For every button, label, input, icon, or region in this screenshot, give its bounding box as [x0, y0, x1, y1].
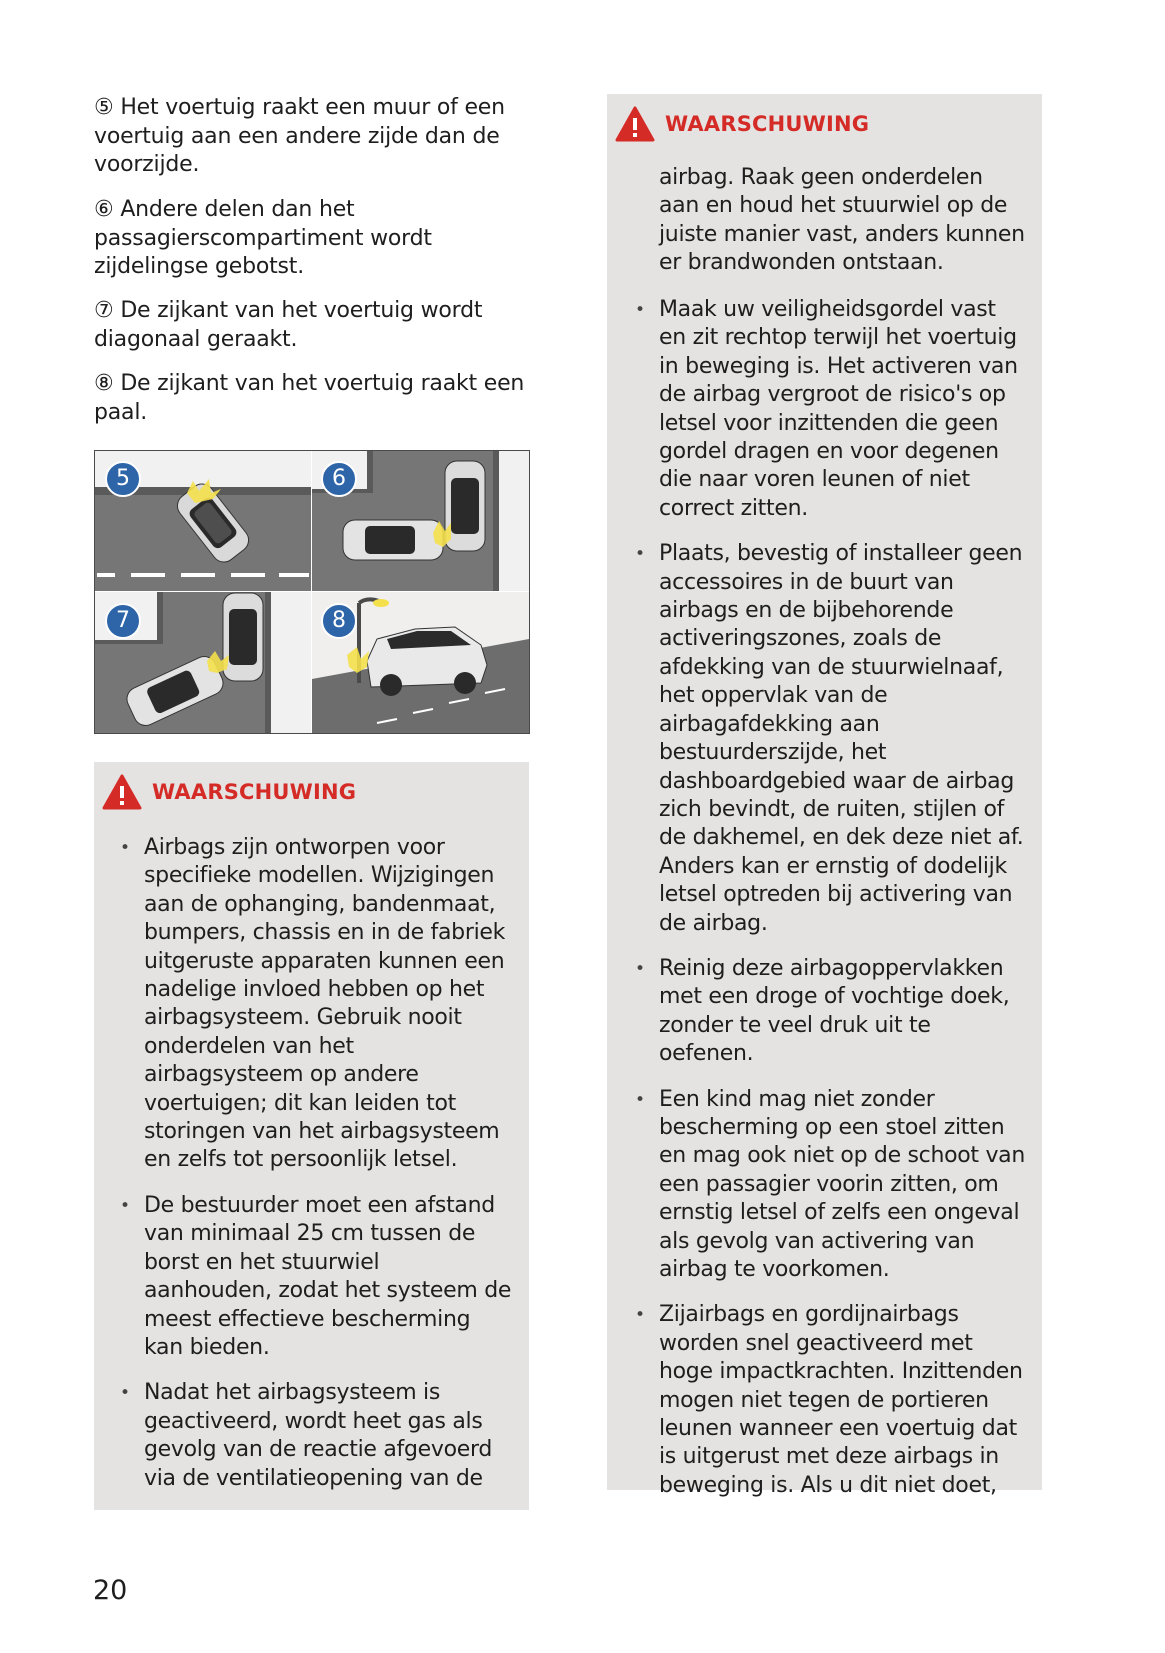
badge-8: 8 — [321, 603, 357, 639]
warning-list-left — [118, 834, 513, 1510]
warning-continuation-text: airbag. Raak geen onderdelen aan en houd het stuurwiel op de juiste manier vast, anders kunnen er brandwonden ontstaan. — [659, 165, 1025, 276]
warning-item: • Maak uw veiligheidsgordel vast en zit rechtop terwijl het voertuig in beweging is. Het activeren van de airbag vergroot de risico's op letsel voor inzittenden die geen gordel dragen en voor degenen die naar voren leunen of niet correct zitten. — [633, 296, 1029, 523]
paragraph-item-7: ⑦ De zijkant van het voertuig wordt diagonaal geraakt. — [94, 298, 483, 352]
paragraph-item-8: ⑧ De zijkant van het voertuig raakt een paal. — [94, 371, 525, 425]
paragraph-item-6: ⑥ Andere delen dan het passagierscompartiment wordt zijdelingse gebotst. — [94, 197, 432, 279]
page-number: 20 — [93, 1575, 128, 1606]
warning-item: • Reinig deze airbagoppervlakken met een droge of vochtige doek, zonder te veel druk uit te oefenen. — [633, 955, 1029, 1069]
warning-item: • Plaats, bevestig of installeer geen accessoires in de buurt van airbags en de bijbehorende activeringszones, zoals de afdekking van de stuurwielnaaf, het oppervlak van de airbagafdekking aan bestuurderszijde, het dashboardgebied waar de airbag zich bevindt, de ruiten, stijlen of de dakhemel, en dek deze niet af. Anders kan er ernstig of dodelijk letsel optreden bij activering van de airbag. — [633, 540, 1029, 938]
warning-item: • Airbags zijn ontworpen voor specifieke modellen. Wijzigingen aan de ophanging, bandenmaat, bumpers, chassis en in de fabriek uitgeruste apparaten kunnen een nadelige invloed hebben op het airbagsysteem. Gebruik nooit onderdelen van het airbagsysteem op andere voertuigen; dit kan leiden tot storingen van het airbagsysteem en zelfs tot persoonlijk letsel. — [118, 834, 513, 1175]
paragraph-item-5: ⑤ Het voertuig raakt een muur of een voertuig aan een andere zijde dan de voorzijde. — [94, 95, 505, 177]
warning-item: • Een kind mag niet zonder bescherming op een stoel zitten en mag ook niet op de schoot van een passagier voorin zitten, om ernstig letsel of zelfs een ongeval als gevolg van activering van airbag te voorkomen. — [633, 1086, 1029, 1285]
warning-item: • De bestuurder moet een afstand van minimaal 25 cm tussen de borst en het stuurwiel aanhouden, zodat het systeem de meest effectieve bescherming kan bieden. — [118, 1192, 513, 1362]
warning-list-right — [633, 296, 1029, 1517]
warning-header-left — [102, 774, 356, 810]
warning-header-right — [615, 106, 869, 142]
warning-item: • Nadat het airbagsysteem is geactiveerd, wordt heet gas als gevolg van de reactie afgevoerd via de ventilatieopening van de — [118, 1379, 513, 1493]
collision-illustration — [94, 450, 530, 734]
badge-6: 6 — [321, 461, 357, 497]
warning-box-left — [94, 762, 529, 1510]
warning-item: • Zijairbags en gordijnairbags worden snel geactiveerd met hoge impactkrachten. Inzittenden mogen niet tegen de portieren leunen wanneer een voertuig dat is uitgerust met deze airbags in beweging is. Als u dit niet doet, — [633, 1301, 1029, 1500]
warning-title-left: WAARSCHUWING — [152, 780, 357, 804]
badge-5: 5 — [105, 461, 141, 497]
badge-7: 7 — [105, 603, 141, 639]
warning-title-right: WAARSCHUWING — [665, 112, 870, 136]
warning-triangle-icon — [615, 106, 655, 142]
collision-scenarios-image — [95, 451, 529, 733]
warning-box-right — [607, 94, 1042, 1498]
warning-triangle-icon — [102, 774, 142, 810]
